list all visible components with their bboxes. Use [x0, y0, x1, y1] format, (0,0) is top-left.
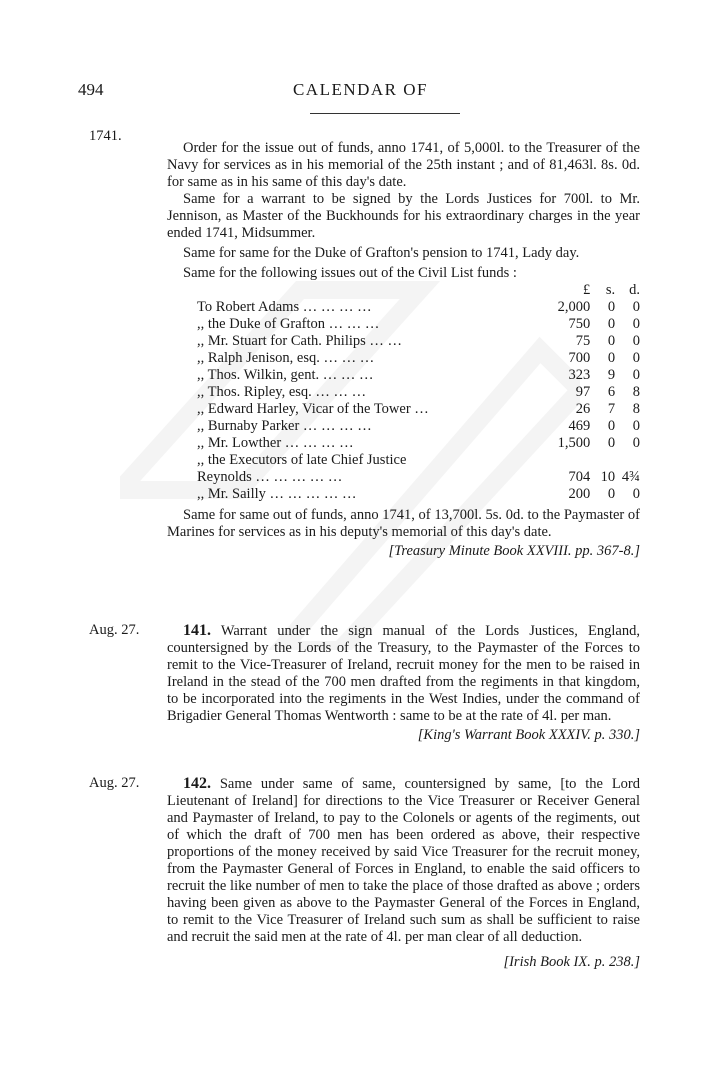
entry-body: [167, 140, 640, 560]
cell-d: 8: [632, 401, 640, 417]
cell-payee: ,, Thos. Ripley, esq. … … …: [197, 384, 367, 400]
cell-d: 0: [632, 299, 640, 315]
cell-s: 9: [607, 367, 616, 383]
table-row: [197, 486, 640, 503]
margin-date: Aug. 27.: [89, 622, 140, 638]
source-reference: [Treasury Minute Book XXVIII. pp. 367-8.]: [388, 543, 640, 559]
cell-d: 0: [632, 367, 640, 383]
table-row: [197, 333, 640, 350]
cell-s: 0: [607, 299, 616, 315]
running-title: CALENDAR OF: [292, 80, 429, 99]
paragraph: Same for same out of funds, anno 1741, of 13,700l. 5s. 0d. to the Paymaster of Marines for services as in his deputy's memorial of this day's date.: [167, 507, 640, 540]
table-row: [197, 350, 640, 367]
source-reference: [Irish Book IX. p. 238.]: [503, 954, 640, 970]
paragraph: Same for the following issues out of the Civil List funds :: [183, 265, 517, 281]
table-row: [197, 367, 640, 384]
cell-pounds: 1,500: [557, 435, 591, 451]
cell-s: 0: [607, 486, 616, 502]
cell-payee: ,, Thos. Wilkin, gent. … … …: [197, 367, 374, 383]
cell-payee: ,, the Executors of late Chief Justice: [197, 452, 407, 468]
cell-s: [590, 452, 615, 469]
entry-body: [167, 775, 640, 971]
cell-pounds: 75: [575, 333, 591, 349]
cell-pounds: 2,000: [557, 299, 591, 315]
margin-date: 1741.: [89, 128, 122, 144]
entry-number: 142.: [183, 775, 211, 792]
table-row: [197, 299, 640, 316]
cell-d: 0: [632, 333, 640, 349]
column-header-pence: d.: [629, 282, 640, 298]
entry-text: Same under same of same, countersigned by same, [to the Lord Lieutenant of Ireland] for directions to the Vice Treasurer or Receiver General and Paymaster of Ireland, to pay to the Colonels or agents of the regiments, out of which the draft of 700 men has been ordered as above, their respective proportions of the money received by said Vice Treasurer for the recruit money, from the Paymaster General of Forces in England, to enable the said officers to recruit the like number of men to take the place of those drafted as above ; orders having been given as above to the Paymaster General of the Forces in England, to remit to the Vice Treasurer of Ireland such sum as shall be sufficient to raise and recruit the said men at the rate of 4l. per man clear of all deduction.: [167, 776, 641, 945]
cell-d: 4¾: [621, 469, 640, 485]
cell-d: 0: [632, 418, 640, 434]
column-header-shillings: s.: [605, 282, 616, 298]
margin-date: Aug. 27.: [89, 775, 140, 791]
cell-pounds: 469: [568, 418, 591, 434]
cell-pounds: 323: [568, 367, 591, 383]
cell-pounds: 200: [568, 486, 591, 502]
table-row: [197, 418, 640, 435]
column-header-pounds: £: [583, 282, 591, 298]
cell-d: 0: [632, 486, 640, 502]
cell-payee: ,, Mr. Lowther … … … …: [197, 435, 354, 451]
cell-s: 10: [600, 469, 616, 485]
table-header-row: [197, 282, 640, 299]
header-rule: [310, 113, 460, 114]
cell-s: 0: [607, 350, 616, 366]
cell-pounds: 750: [568, 316, 591, 332]
cell-s: 6: [607, 384, 616, 400]
cell-s: 7: [607, 401, 616, 417]
cell-payee: ,, Mr. Sailly … … … … …: [197, 486, 357, 502]
cell-payee: ,, Ralph Jenison, esq. … … …: [197, 350, 375, 366]
paragraph: Same for same for the Duke of Grafton's pension to 1741, Lady day.: [183, 245, 580, 261]
payments-table: [197, 282, 640, 503]
entry-number: 141.: [183, 622, 211, 639]
table-row: [197, 452, 640, 469]
cell-payee: ,, Edward Harley, Vicar of the Tower …: [197, 401, 429, 417]
table-row: [197, 316, 640, 333]
cell-s: 0: [607, 418, 616, 434]
cell-payee: ,, Burnaby Parker … … … …: [197, 418, 372, 434]
cell-payee: Reynolds … … … … …: [197, 469, 343, 485]
cell-pounds: [528, 452, 590, 469]
cell-pounds: 700: [568, 350, 591, 366]
cell-payee: ,, Mr. Stuart for Cath. Philips … …: [197, 333, 403, 349]
source-reference: [King's Warrant Book XXXIV. p. 330.]: [417, 727, 640, 743]
cell-pounds: 704: [568, 469, 591, 485]
paragraph: Same for a warrant to be signed by the Lords Justices for 700l. to Mr. Jennison, as Master of the Buckhounds for his extraordinary charges in the year ended 1741, Midsummer.: [167, 191, 640, 241]
cell-s: 0: [607, 316, 616, 332]
entry-text: Warrant under the sign manual of the Lords Justices, England, countersigned by the Lords of the Treasury, to the Paymaster of the Forces to remit to the Vice-Treasurer of Ireland, recruit money for the men to be raised in Ireland in the stead of the 700 men drafted from the regiments in that kingdom, to be incorporated into the regiments in the West Indies, under the command of Brigadier General Thomas Wentworth : same to be at the rate of 4l. per man.: [167, 623, 640, 724]
table-row: [197, 384, 640, 401]
cell-d: 0: [632, 350, 640, 366]
page-number: 494: [78, 80, 104, 99]
table-row: [197, 401, 640, 418]
cell-d: 0: [632, 435, 640, 451]
cell-d: 0: [632, 316, 640, 332]
cell-s: 0: [607, 333, 616, 349]
cell-d: [615, 452, 640, 469]
entry-body: [167, 622, 640, 744]
page-header: [70, 80, 651, 104]
table-row: [197, 435, 640, 452]
table-row: [197, 469, 640, 486]
paragraph: Order for the issue out of funds, anno 1741, of 5,000l. to the Treasurer of the Navy for services as in his memorial of the 25th instant ; and of 81,463l. 8s. 0d. for same as in his same of this day's date.: [167, 140, 640, 190]
cell-d: 8: [632, 384, 640, 400]
cell-pounds: 26: [575, 401, 591, 417]
cell-pounds: 97: [575, 384, 591, 400]
cell-payee: To Robert Adams … … … …: [197, 299, 372, 315]
cell-payee: ,, the Duke of Grafton … … …: [197, 316, 380, 332]
cell-s: 0: [607, 435, 616, 451]
